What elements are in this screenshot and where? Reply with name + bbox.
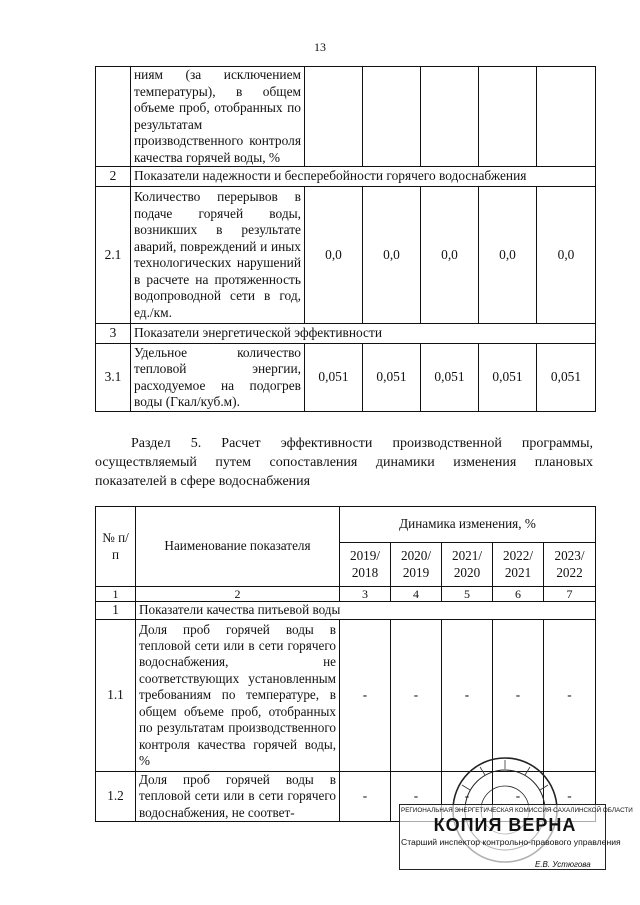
value-cell: 0,051	[537, 344, 596, 412]
value-cell: -	[493, 772, 544, 822]
value-cell: -	[493, 620, 544, 772]
period-header: 2022/ 2021	[493, 543, 544, 587]
column-number: 1	[96, 587, 136, 602]
value-cell: -	[391, 620, 442, 772]
table-row	[96, 67, 596, 167]
value-cell: 0,051	[421, 344, 479, 412]
row-number	[96, 67, 131, 167]
row-number: 1.2	[96, 772, 136, 822]
value-cell: 0,051	[363, 344, 421, 412]
page-number: 13	[314, 40, 326, 54]
value-cell: -	[340, 772, 391, 822]
period-header: 2021/ 2020	[442, 543, 493, 587]
table-row	[96, 620, 596, 772]
value-cell: -	[544, 620, 596, 772]
indicator-name: Удельное количество тепловой энергии, расходуемое на подогрев воды (Гкал/куб.м).	[131, 344, 305, 412]
stamp-copy-text: КОПИЯ ВЕРНА	[433, 815, 577, 835]
header-number: № п/п	[96, 507, 136, 587]
section-number: 2	[96, 167, 131, 187]
value-cell	[363, 67, 421, 167]
period-header: 2020/ 2019	[391, 543, 442, 587]
indicator-name: ниям (за исключением температуры), в общем объеме проб, отобранных по результатам производственного контроля качества горячей воды, %	[131, 67, 305, 167]
indicator-name: Доля проб горячей воды в тепловой сети или в сети горячего водоснабжения, не соответ-	[136, 772, 340, 822]
row-number: 1.1	[96, 620, 136, 772]
value-cell: 0,0	[421, 187, 479, 324]
section-number: 3	[96, 324, 131, 344]
column-number: 7	[544, 587, 596, 602]
value-cell: 0,0	[479, 187, 537, 324]
value-cell: -	[442, 620, 493, 772]
header-indicator: Наименование показателя	[136, 507, 340, 587]
table-row	[96, 344, 596, 412]
value-cell	[305, 67, 363, 167]
period-header: 2023/ 2022	[544, 543, 596, 587]
section-5-heading: Раздел 5. Расчет эффективности производственной программы, осуществляемый путем сопоставления динамики изменения плановых показателей в сфере водоснабжения	[95, 436, 593, 489]
column-number: 4	[391, 587, 442, 602]
stamp-organization: РЕГИОНАЛЬНАЯ ЭНЕРГЕТИЧЕСКАЯ КОМИССИЯ САХАЛИНСКОЙ ОБЛАСТИ	[401, 807, 633, 814]
section-row	[96, 167, 596, 187]
value-cell: 0,0	[305, 187, 363, 324]
stamp-role: Старший инспектор контрольно-правового управления	[401, 837, 621, 847]
column-number: 2	[136, 587, 340, 602]
period-header: 2019/ 2018	[340, 543, 391, 587]
row-number: 3.1	[96, 344, 131, 412]
column-number: 5	[442, 587, 493, 602]
section-number: 1	[96, 602, 136, 620]
value-cell: 0,0	[363, 187, 421, 324]
value-cell: 0,0	[537, 187, 596, 324]
value-cell: 0,051	[479, 344, 537, 412]
value-cell: 0,051	[305, 344, 363, 412]
value-cell	[421, 67, 479, 167]
section-title: Показатели энергетической эффективности	[131, 324, 596, 344]
row-number: 2.1	[96, 187, 131, 324]
value-cell: -	[391, 772, 442, 822]
value-cell: -	[340, 620, 391, 772]
indicators-table-continued	[95, 66, 596, 412]
value-cell: -	[544, 772, 596, 822]
value-cell	[537, 67, 596, 167]
stamp-signer: Е.В. Устюгова	[535, 860, 591, 869]
section-title: Показатели качества питьевой воды	[136, 602, 596, 620]
header-dynamics: Динамика изменения, %	[340, 507, 596, 543]
indicator-name: Доля проб горячей воды в тепловой сети или в сети горячего водоснабжения, не соответствующих установленным требованиям по температуре, в общем объеме проб, отобранных по результатам производственного контроля качества горячей воды, %	[136, 620, 340, 772]
section-row	[96, 324, 596, 344]
section-row	[96, 602, 596, 620]
indicator-name: Количество перерывов в подаче горячей воды, возникших в результате аварий, повреждений и иных технологических нарушений в расчете на протяженность водопроводной сети в год, ед./км.	[131, 187, 305, 324]
column-number: 3	[340, 587, 391, 602]
certified-copy-stamp	[395, 755, 633, 885]
column-number: 6	[493, 587, 544, 602]
column-numbers-row	[96, 587, 596, 602]
value-cell	[479, 67, 537, 167]
value-cell: -	[442, 772, 493, 822]
section-title: Показатели надежности и бесперебойности горячего водоснабжения	[131, 167, 596, 187]
header-row	[96, 507, 596, 543]
table-row	[96, 187, 596, 324]
